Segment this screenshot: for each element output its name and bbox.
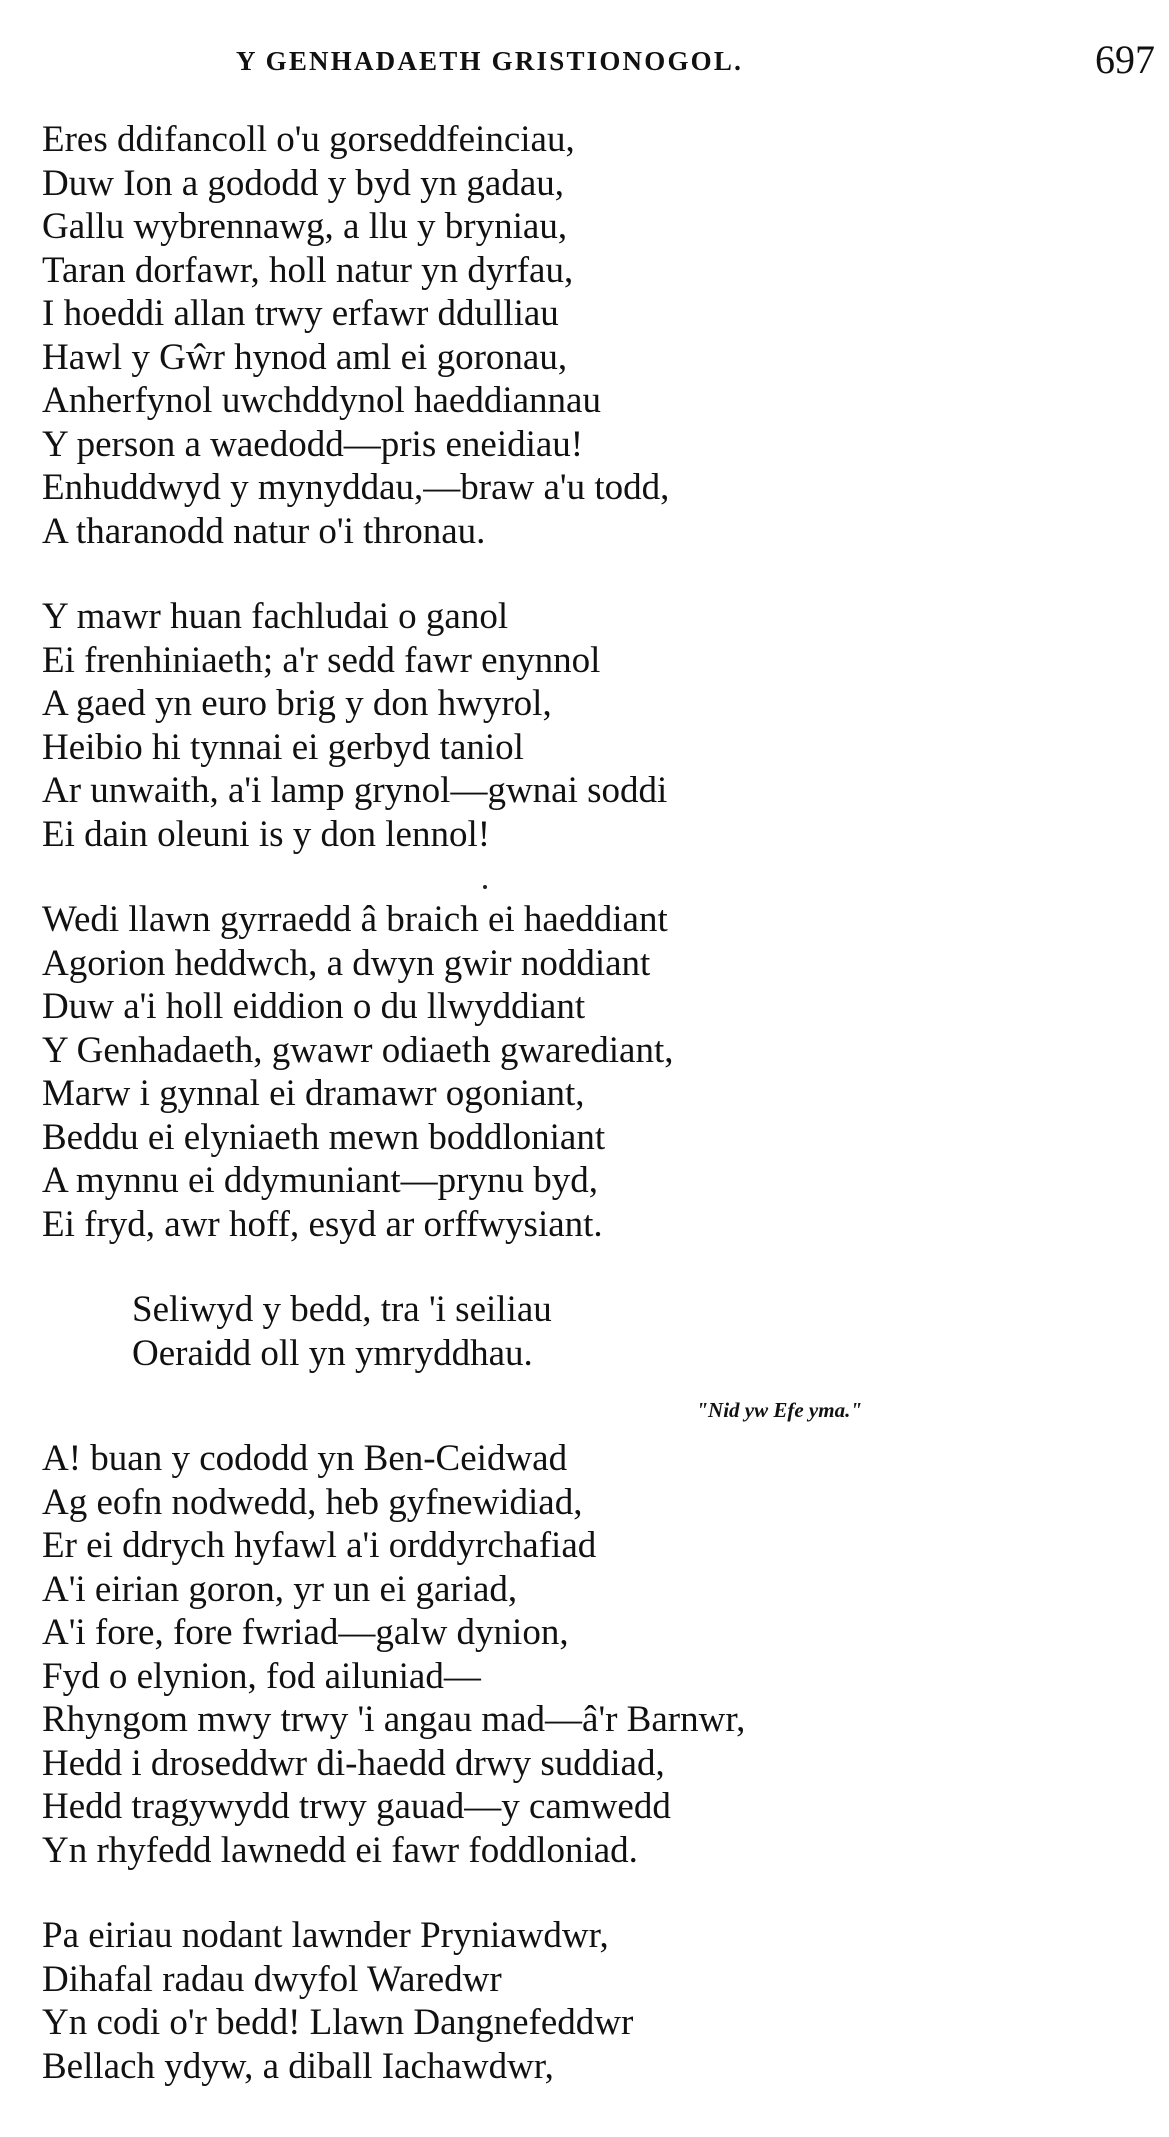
- poem-line: Y Genhadaeth, gwawr odiaeth gwarediant,: [42, 1029, 674, 1071]
- poem-line: Er ei ddrych hyfawl a'i orddyrchafiad: [42, 1525, 597, 1566]
- page-header: [0, 36, 1169, 86]
- poem-line: I hoeddi allan trwy erfawr ddulliau: [42, 293, 559, 334]
- poem-line: Anherfynol uwchddynol haeddiannau: [42, 380, 601, 421]
- poem-line: Ar unwaith, a'i lamp grynol—gwnai soddi: [42, 770, 668, 811]
- print-speck: [483, 885, 487, 889]
- poem-line: Hedd i droseddwr di-haedd drwy suddiad,: [42, 1742, 665, 1784]
- poem-line: Oeraidd oll yn ymryddhau.: [132, 1332, 533, 1374]
- epigraph: "Nid yw Efe yma.": [696, 1398, 862, 1422]
- poem-line: A tharanodd natur o'i thronau.: [42, 510, 486, 552]
- poem-line: Pa eiriau nodant lawnder Pryniawdwr,: [42, 1915, 609, 1956]
- poem-line: Yn codi o'r bedd! Llawn Dangnefeddwr: [42, 2002, 634, 2043]
- poem-line: Ei frenhiniaeth; a'r sedd fawr enynnol: [42, 639, 601, 681]
- stanza-4-couplet: [42, 1288, 1152, 1375]
- poem-line: Gallu wybrennawg, a llu y bryniau,: [42, 206, 568, 247]
- poem-line: Seliwyd y bedd, tra 'i seiliau: [132, 1289, 552, 1330]
- poem-line: Ei fryd, awr hoff, esyd ar orffwysiant.: [42, 1203, 603, 1245]
- poem-line: Taran dorfawr, holl natur yn dyrfau,: [42, 249, 574, 291]
- poem-line: Enhuddwyd y mynyddau,—braw a'u todd,: [42, 467, 670, 508]
- stanza-6: [42, 1914, 1152, 2088]
- poem-line: Duw Ion a gododd y byd yn gadau,: [42, 162, 565, 204]
- stanza-5: [42, 1437, 1152, 1872]
- poem-line: Hawl y Gŵr hynod aml ei goronau,: [42, 336, 568, 378]
- poem-line: Heibio hi tynnai ei gerbyd taniol: [42, 726, 524, 768]
- poem-line: Dihafal radau dwyfol Waredwr: [42, 1958, 502, 2000]
- poem-line: Rhyngom mwy trwy 'i angau mad—â'r Barnwr,: [42, 1699, 746, 1740]
- page-number: 697: [1095, 37, 1155, 82]
- poem-line: Ei dain oleuni is y don lennol!: [42, 813, 491, 855]
- poem-body: [42, 118, 1152, 2088]
- poem-line: Yn rhyfedd lawnedd ei fawr foddloniad.: [42, 1829, 638, 1871]
- stanza-3: [42, 898, 1152, 1246]
- poem-line: Ag eofn nodwedd, heb gyfnewidiad,: [42, 1481, 583, 1523]
- poem-line: A gaed yn euro brig y don hwyrol,: [42, 683, 552, 724]
- poem-line: Beddu ei elyniaeth mewn boddloniant: [42, 1116, 606, 1158]
- poem-line: A mynnu ei ddymuniant—prynu byd,: [42, 1160, 598, 1201]
- poem-line: Wedi llawn gyrraedd â braich ei haeddiant: [42, 899, 668, 940]
- poem-line: Fyd o elynion, fod ailuniad—: [42, 1655, 481, 1697]
- poem-line: Eres ddifancoll o'u gorseddfeinciau,: [42, 119, 575, 160]
- running-title: Y GENHADAETH GRISTIONOGOL.: [236, 46, 744, 76]
- stanza-1: [42, 118, 1152, 553]
- poem-line: Y mawr huan fachludai o ganol: [42, 596, 509, 637]
- poem-line: A'i fore, fore fwriad—galw dynion,: [42, 1612, 569, 1653]
- poem-line: Marw i gynnal ei dramawr ogoniant,: [42, 1073, 585, 1114]
- poem-line: A'i eirian goron, yr un ei gariad,: [42, 1568, 518, 1610]
- poem-line: Y person a waedodd—pris eneidiau!: [42, 423, 584, 465]
- poem-line: Hedd tragywydd trwy gauad—y camwedd: [42, 1786, 671, 1827]
- poem-line: A! buan y cododd yn Ben-Ceidwad: [42, 1438, 568, 1479]
- poem-line: Duw a'i holl eiddion o du llwyddiant: [42, 986, 586, 1027]
- stanza-2: [42, 595, 1152, 856]
- poem-line: Agorion heddwch, a dwyn gwir noddiant: [42, 942, 651, 984]
- poem-line: Bellach ydyw, a diball Iachawdwr,: [42, 2045, 554, 2087]
